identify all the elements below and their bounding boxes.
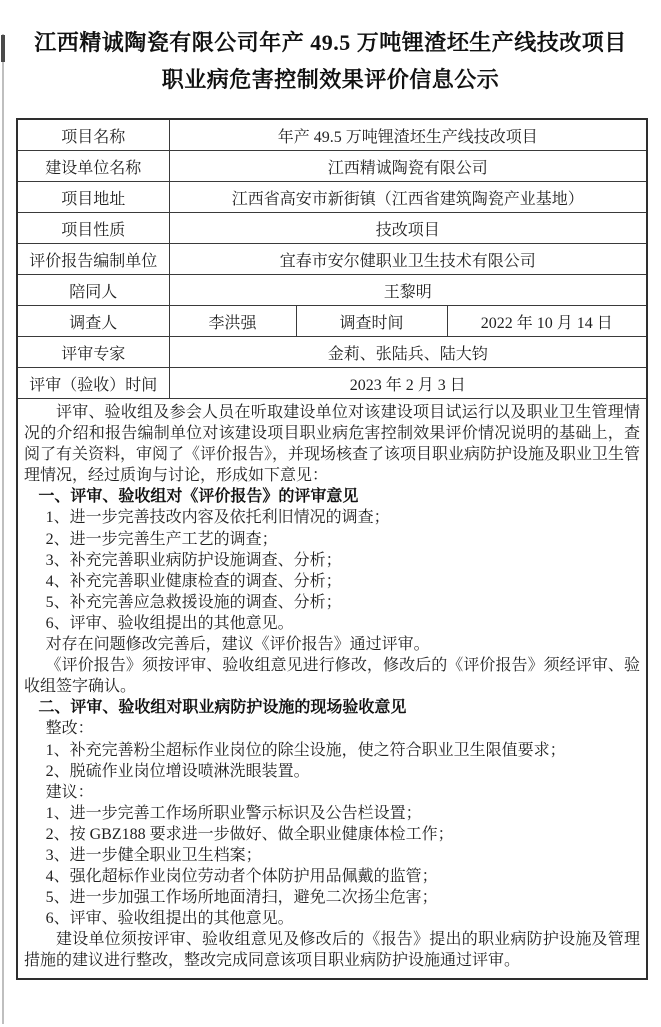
list-item: 4、补充完善职业健康检查的调查、分析； xyxy=(45,572,342,590)
field-label: 评审专家 xyxy=(17,337,169,368)
table-row xyxy=(17,244,647,275)
field-label: 项目地址 xyxy=(17,182,169,213)
table-row xyxy=(17,182,647,213)
scan-artifact-line xyxy=(2,34,4,1024)
list-item: 1、进一步完善工作场所职业警示标识及公告栏设置； xyxy=(45,804,422,822)
table-row xyxy=(17,399,647,979)
table-row xyxy=(17,275,647,306)
conclusion-paragraph: 对存在问题修改完善后，建议《评价报告》通过评审。 xyxy=(45,636,430,654)
list-item: 6、评审、验收组提出的其他意见。 xyxy=(45,910,294,928)
list-item: 3、进一步健全职业卫生档案； xyxy=(45,846,262,864)
field-value: 技改项目 xyxy=(169,213,647,244)
field-label: 评审（验收）时间 xyxy=(17,368,169,399)
field-label: 项目名称 xyxy=(17,119,169,151)
field-label: 建设单位名称 xyxy=(17,151,169,182)
table-row xyxy=(17,213,647,244)
conclusion-paragraph: 《评价报告》须按评审、验收组意见进行修改，修改后的《评价报告》须经评审、验收组签字确认。 xyxy=(24,657,641,696)
field-label: 评价报告编制单位 xyxy=(17,244,169,275)
field-value: 李洪强 xyxy=(169,306,296,337)
field-value: 金莉、张陆兵、陆大钧 xyxy=(169,337,647,368)
field-value: 2023 年 2 月 3 日 xyxy=(169,368,647,399)
section-2-heading: 二、评审、验收组对职业病防护设施的现场验收意见 xyxy=(38,699,407,717)
table-row xyxy=(17,337,647,368)
section-1-heading: 一、评审、验收组对《评价报告》的评审意见 xyxy=(38,488,359,506)
list-item: 5、进一步加强工作场所地面清扫，避免二次扬尘危害； xyxy=(45,889,438,907)
table-row xyxy=(17,306,647,337)
table-row xyxy=(17,151,647,182)
field-label: 调查人 xyxy=(17,306,169,337)
rectify-label: 整改： xyxy=(45,720,94,738)
field-value: 2022 年 10 月 14 日 xyxy=(447,306,647,337)
list-item: 3、补充完善职业病防护设施调查、分析； xyxy=(45,551,342,569)
field-value: 江西省高安市新街镇（江西省建筑陶瓷产业基地） xyxy=(169,182,647,213)
opinion-content-cell xyxy=(17,399,647,979)
list-item: 1、进一步完善技改内容及依托利旧情况的调查； xyxy=(45,509,390,527)
list-item: 2、进一步完善生产工艺的调查； xyxy=(45,530,278,548)
page-title: 江西精诚陶瓷有限公司年产 49.5 万吨锂渣坯生产线技改项目职业病危害控制效果评价信息公示 xyxy=(34,30,627,92)
list-item: 6、评审、验收组提出的其他意见。 xyxy=(45,614,294,632)
intro-paragraph: 评审、验收组及参会人员在听取建设单位对该建设项目试运行以及职业卫生管理情况的介绍和报告编制单位对该建设项目职业病危害控制效果评价情况说明的基础上，查阅了有关资料，审阅了《评价报告》，并现场核查了该项目职业病防护设施及职业卫生管理情况，经过质询与讨论，形成如下意见： xyxy=(24,404,641,485)
field-value: 年产 49.5 万吨锂渣坯生产线技改项目 xyxy=(169,119,647,151)
closing-paragraph: 建设单位须按评审、验收组意见及修改后的《报告》提出的职业病防护设施及管理措施的建议进行整改，整改完成同意该项目职业病防护设施通过评审。 xyxy=(24,931,641,970)
scan-artifact-mark xyxy=(1,35,5,62)
field-value: 宜春市安尔健职业卫生技术有限公司 xyxy=(169,244,647,275)
list-item: 2、按 GBZ188 要求进一步做好、做全职业健康体检工作； xyxy=(45,825,454,843)
field-value: 王黎明 xyxy=(169,275,647,306)
field-label: 项目性质 xyxy=(17,213,169,244)
table-row xyxy=(17,119,647,151)
project-info-table xyxy=(16,118,648,980)
list-item: 2、脱硫作业岗位增设喷淋洗眼装置。 xyxy=(45,762,310,780)
table-row xyxy=(17,368,647,399)
list-item: 5、补充完善应急救援设施的调查、分析； xyxy=(45,593,342,611)
list-item: 4、强化超标作业岗位劳动者个体防护用品佩戴的监管； xyxy=(45,868,438,886)
field-label: 陪同人 xyxy=(17,275,169,306)
field-value: 江西精诚陶瓷有限公司 xyxy=(169,151,647,182)
suggest-label: 建议： xyxy=(45,783,94,801)
field-label: 调查时间 xyxy=(296,306,447,337)
list-item: 1、补充完善粉尘超标作业岗位的除尘设施，使之符合职业卫生限值要求； xyxy=(45,741,566,759)
